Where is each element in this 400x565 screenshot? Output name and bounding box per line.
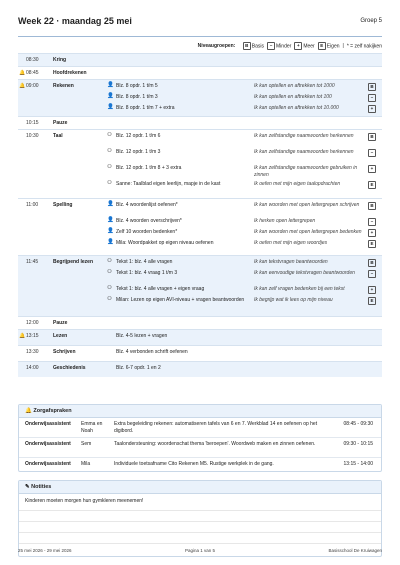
schedule-row [18,316,382,329]
lesson-task: Blz. 12 opdr. 1 t/m 6 [116,133,161,139]
bell-icon: 🔔 [19,83,26,89]
footer-page: Pagina 1 van 5 [184,548,216,553]
lesson-task: Blz. 12 opdr. 1 t/m 8 + 3 extra [116,165,182,171]
zorg-description: Individuele toetsafname Cito Rekenen M5. Rustige werkplek in de gang. [114,461,274,467]
learning-goal: Ik oefen met mijn eigen taalopdrachten [254,181,341,187]
learning-goal: Ik kan optellen en aftrekken tot 100 [254,94,332,100]
level-box: + [368,286,376,294]
legend-level-label: Eigen [326,43,340,50]
zorg-students: Sem [81,441,92,447]
person-icon: 👤 [107,82,114,88]
lesson-item [18,227,382,238]
lesson-time: 08:30 [26,57,39,63]
pair-icon: ⚇ [107,180,112,186]
notes-header [19,481,381,494]
lesson-item [18,295,382,311]
learning-goal: Ik kan woorden met open lettergrepen schrijven [254,202,360,208]
lesson-items [18,200,382,249]
lesson-item [18,163,382,179]
learning-goal: Ik kan woorden met open lettergrepen bedenken [254,229,362,235]
level-legend [18,42,382,52]
bell-icon: 🔔 [19,333,26,339]
level-box: E [368,181,376,189]
learning-goal: Ik kan zelfstandige naamwoorden herkennen [254,149,354,155]
zorg-role: Onderwijsassistent [25,421,71,427]
level-badge [368,202,376,210]
level-badge [368,240,376,248]
lesson-subject: Taal [53,133,63,139]
lesson-task: Sanne: Taalblad eigen leerlijn, mapje in de kast [116,181,221,187]
level-badge [368,218,376,226]
bell-icon: 🔔 [19,70,26,76]
level-badge [368,297,376,305]
legend-level-box: + [294,42,302,50]
lesson-task: Tekst 1: blz. 4 alle vragen [116,259,173,265]
lesson-time: 08:45 [26,70,39,76]
lesson-subject: Pauze [53,320,68,326]
learning-goal: Ik kan optellen en aftrekken tot 1000 [254,83,335,89]
level-box: + [368,165,376,173]
learning-goal: Ik kan zelfstandige naamwoorden gebruiken in zinnen [254,165,358,178]
lesson-items [18,331,382,342]
legend-separator: | [342,43,344,50]
level-badge [368,133,376,141]
lesson-items [18,347,382,358]
lesson-item [18,257,382,268]
level-badge [368,270,376,278]
zorg-time: 13:15 - 14:00 [343,461,373,467]
footer-school: Basisschool De Kruiwagen [328,548,382,553]
pair-icon: ⚇ [107,285,112,291]
lesson-subject: Lezen [53,333,68,339]
zorg-row [19,437,381,457]
learning-goal: Ik kan zelfstandige naamwoorden herkennen [254,133,354,139]
legend-note: * = zelf nakijken [346,43,382,50]
lesson-subject: Spelling [53,202,73,208]
lesson-time: 11:45 [26,259,39,265]
pair-icon: ⚇ [107,148,112,154]
lesson-items [18,81,382,114]
learning-goal: Ik kan tekstvragen beantwoorden [254,259,328,265]
lesson-items [18,363,382,374]
legend-level-box: − [267,42,275,50]
footer-dates: 25 mei 2026 - 29 mei 2026 [18,548,72,553]
zorg-description: Extra begeleiding rekenen: automatiseren tafels van 6 en 7. Werkblad 14 en oefenen op het digibord. [114,421,318,434]
lesson-task: Blz. 8 opdr. 1 t/m 3 [116,94,158,100]
level-badge [368,149,376,157]
lesson-task: Blz. 8 opdr. 1 t/m 5 [116,83,158,89]
level-box: + [368,105,376,113]
legend-level-label: Meer [303,43,315,50]
zorg-card [18,404,382,472]
person-icon: 👤 [107,201,114,207]
lesson-time: 11:00 [26,202,39,208]
learning-goal: Ik begrijp wat ik lees op mijn niveau [254,297,333,303]
lesson-item [18,284,382,295]
level-box: B [368,83,376,91]
person-icon: 👤 [107,228,114,234]
schedule-row [18,329,382,345]
lesson-item [18,103,382,114]
notes-title: Notities [31,484,52,490]
pair-icon: ⚇ [107,296,112,302]
lesson-item [18,147,382,163]
page-header [18,14,382,37]
learning-goal: Ik kan eenvoudige tekstvragen beantwoorden [254,270,355,276]
learning-goal: Ik kan zelf vragen bedenken bij een tekst [254,286,345,292]
lesson-subject: Kring [53,57,67,63]
lesson-task: Tekst 1: blz. 4 vraag 1 t/m 3 [116,270,178,276]
level-box: B [368,259,376,267]
legend-label: Niveaugroepen: [197,43,236,50]
level-badge [368,286,376,294]
zorg-rows [19,418,381,471]
zorg-role: Onderwijsassistent [25,461,71,467]
lesson-task: Mila: Woordpakket op eigen niveau oefenen [116,240,214,246]
level-box: − [368,270,376,278]
zorg-students: Emma en Noah [81,421,103,434]
lesson-task: Blz. 12 opdr. 1 t/m 3 [116,149,161,155]
person-icon: 👤 [107,104,114,110]
level-box: + [368,229,376,237]
person-icon: 👤 [107,93,114,99]
lesson-item [18,216,382,227]
schedule-row [18,361,382,377]
group-label: Groep 5 [360,18,382,24]
lesson-task: Milan: Lezen op eigen AVI-niveau + vragen beantwoorden [116,297,245,303]
pencil-icon: ✎ [25,484,30,490]
level-badge [368,181,376,189]
page-title: Week 22 · maandag 25 mei [18,16,132,26]
lesson-time: 09:00 [26,83,39,89]
schedule-row [18,116,382,129]
lesson-task: Tekst 1: blz. 4 alle vragen + eigen vraag [116,286,205,292]
level-badge [368,229,376,237]
level-box: − [368,149,376,157]
lesson-subject: Geschiedenis [53,365,86,371]
lesson-items [18,131,382,190]
lesson-subject: Pauze [53,120,68,126]
lesson-item [18,92,382,103]
pair-icon: ⚇ [107,258,112,264]
lesson-task: Blz. 4 woorden overschrijven* [116,218,182,224]
zorg-row [19,418,381,437]
lesson-item [18,238,382,249]
lesson-task: Blz. 6-7 opdr. 1 en 2 [116,365,161,371]
lesson-subject: Begrijpend lezen [53,259,94,265]
pair-icon: ⚇ [107,164,112,170]
zorg-title: Zorgafspraken [33,408,72,414]
bell-icon: 🔔 [25,408,32,414]
level-badge [368,259,376,267]
lesson-time: 12:00 [26,320,39,326]
lesson-time: 10:30 [26,133,39,139]
zorg-header [19,405,381,418]
legend-level-label: Minder [276,43,292,50]
lesson-subject: Hoofdrekenen [53,70,87,76]
schedule-row [18,198,382,255]
zorg-students: Mila [81,461,91,467]
lesson-time: 14:00 [26,365,39,371]
legend-level-label: Basis [251,43,265,50]
lesson-task: Blz. 8 opdr. 1 t/m 7 + extra [116,105,175,111]
schedule-row [18,345,382,361]
lesson-item [18,363,382,374]
lesson-time: 13:30 [26,349,39,355]
legend-level-box: E [318,42,326,50]
lesson-subject: Rekenen [53,83,74,89]
zorg-role: Onderwijsassistent [25,441,71,447]
notes-text: Kinderen moeten morgen hun gymkleren meenemen! [25,498,144,504]
learning-goal: Ik herken open lettergrepen [254,218,316,224]
person-icon: 👤 [107,217,114,223]
level-box: E [368,297,376,305]
lesson-item [18,331,382,342]
level-box: B [368,133,376,141]
person-icon: 👤 [107,239,114,245]
lesson-item [18,347,382,358]
lesson-task: Blz. 4-5 lezen + vragen [116,333,168,339]
schedule-row [18,66,382,79]
pair-icon: ⚇ [107,132,112,138]
lesson-task: Blz. 4 verbonden schrift oefenen [116,349,188,355]
zorg-row [19,457,381,471]
lesson-time: 10:15 [26,120,39,126]
level-box: B [368,202,376,210]
level-badge [368,105,376,113]
notes-card [18,480,382,557]
lesson-item [18,200,382,216]
learning-goal: Ik kan optellen en aftrekken tot 10.000 [254,105,339,111]
schedule-table [18,53,382,377]
zorg-time: 09:30 - 10:15 [343,441,373,447]
cards [18,404,382,565]
schedule-row [18,255,382,316]
pair-icon: ⚇ [107,269,112,275]
lesson-items [18,257,382,311]
schedule-row [18,53,382,66]
level-badge [368,94,376,102]
lesson-task: Zelf 10 woorden bedenken* [116,229,178,235]
lesson-task: Blz. 4 woordenlijst oefenen* [116,202,178,208]
learning-goal: Ik oefen met mijn eigen woordjes [254,240,328,246]
level-badge [368,165,376,173]
lesson-item [18,81,382,92]
legend-level-box: B [243,42,251,50]
level-box: − [368,94,376,102]
lesson-item [18,179,382,190]
lesson-item [18,131,382,147]
schedule-row [18,129,382,198]
zorg-description: Taalondersteuning: woordenschat thema 'beroepen'. Woordweb maken en zinnen oefenen. [114,441,316,447]
lesson-time: 13:15 [26,333,39,339]
level-box: − [368,218,376,226]
zorg-time: 08:45 - 09:30 [343,421,373,427]
level-badge [368,83,376,91]
lesson-item [18,268,382,284]
lesson-subject: Schrijven [53,349,76,355]
schedule-row [18,79,382,116]
level-box: E [368,240,376,248]
